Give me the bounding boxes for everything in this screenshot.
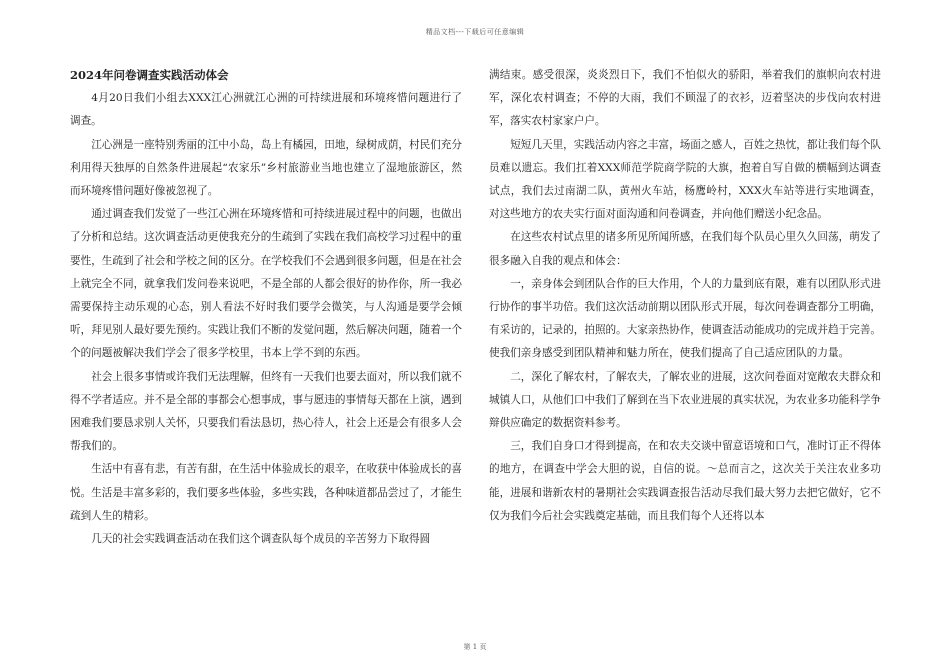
page-number: 第 1 页: [463, 643, 487, 651]
document-title: 2024年问卷调查实践活动体会: [70, 68, 229, 82]
right-column: [489, 64, 881, 528]
paragraph: 在这些农村试点里的诸多所见所闻所感，在我们每个队员心里久久回荡，萌发了很多融入自我的观点和体会：: [489, 231, 881, 267]
page-header: 精品文档---下载后可任意编辑: [425, 28, 525, 36]
paragraph: 短短几天里，实践活动内容之丰富，场面之感人，百姓之热忱，都让我们每个队员难以遗忘。我们扛着XXX师范学院商学院的大旗，抱着自写自做的横幅到达调查试点，我们去过南湖二队，黄州火车站，杨鹰岭村，XXX火车站等进行实地调查，对这些地方的农夫实行面对面沟通和问卷调查，并向他们赠送小纪念品。: [489, 138, 881, 221]
left-column: [70, 64, 462, 551]
paragraph: 生活中有喜有悲，有苦有甜，在生活中体验成长的艰辛，在收获中体验成长的喜悦。生活是丰富多彩的，我们要多些体验，多些实践，各种味道都品尝过了，才能生疏到人生的精彩。: [70, 463, 462, 522]
paragraph: 三，我们自身口才得到提高，在和农夫交谈中留意语境和口气，准时订正不得体的地方，在调查中学会大胆的说，自信的说。～总而言之，这次关于关注农业多功能，进展和谐新农村的暑期社会实践调查报告活动尽我们最大努力去把它做好，它不仅为我们今后社会实践奠定基础，而且我们每个人还将以本: [489, 440, 881, 522]
paragraph-continuation: 满结束。感受很深，炎炎烈日下，我们不怕似火的骄阳，举着我们的旗帜向农村进军，深化农村调查；不停的大雨，我们不顾湿了的衣衫，迈着坚决的步伐向农村进军，落实农村家家户户。: [489, 69, 881, 128]
paragraph: 江心洲是一座特别秀丽的江中小岛，岛上有橘园，田地，绿树成荫，村民们充分利用得天独厚的自然条件进展起“农家乐”乡村旅游业当地也建立了湿地旅游区，然而环境疼惜问题好像被忽视了。: [70, 138, 462, 198]
paragraph: 社会上很多事情或许我们无法理解，但终有一天我们也要去面对，所以我们就不得不学者适应。并不是全部的事都会心想事成，事与愿违的事情每天都在上演，遇到困难我们要恳求别人关怀，只要我们看法恳切，热心待人，社会上还是会有很多人会帮我们的。: [70, 370, 462, 453]
paragraph: 一，亲身体会到团队合作的巨大作用，个人的力量到底有限，难有以团队形式进行协作的事半功倍。我们这次活动前期以团队形式开展，每次问卷调查都分工明确，有采访的，记录的，拍照的。大家亲热协作，使调查活动能成功的完成并趋于完善。使我们亲身感受到团队精神和魅力所在，使我们提高了自己适应团队的力量。: [489, 277, 881, 360]
paragraph: 4月20日我们小组去XXX江心洲就江心洲的可持续进展和环境疼惜问题进行了调查。: [70, 92, 462, 128]
paragraph: 通过调查我们发觉了一些江心洲在环境疼惜和可持续进展过程中的问题，也做出了分析和总结。这次调查活动更使我充分的生疏到了实践在我们高校学习过程中的重要性，生疏到了社会和学校之间的区分。在学校我们不会遇到很多问题，但是在社会上就完全不同，就拿我们发问卷来说吧，不是全部的人都会很好的协作你，所一我必需要保持主动乐观的心态，别人看法不好时我们要学会微笑，与人沟通是要学会倾听，拜见别人最好要先预约。实践让我们不断的发觉问题，然后解决问题，随着一个个的问题被解决我们学会了很多学校里，书本上学不到的东西。: [70, 208, 462, 360]
paragraph: 二，深化了解农村，了解农夫，了解农业的进展，这次问卷面对宽敞农夫群众和城镇人口，从他们口中我们了解到在当下农业进展的真实状况，为农业多功能科学争辩供应确定的数据资料参考。: [489, 370, 881, 430]
paragraph: 几天的社会实践调查活动在我们这个调查队每个成员的辛苦努力下取得圆: [91, 533, 431, 546]
